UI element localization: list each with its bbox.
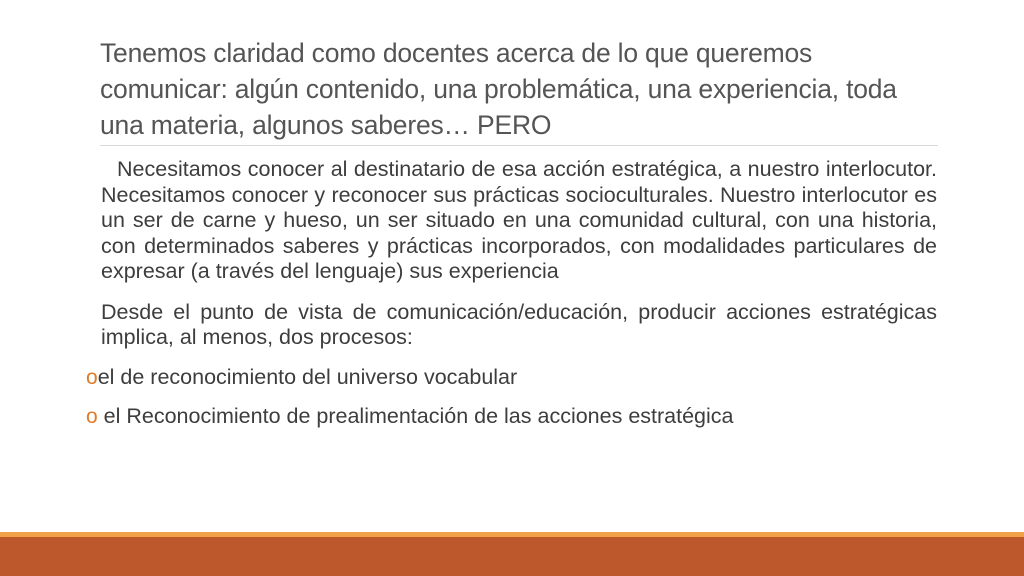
paragraph-interlocutor: Necesitamos conocer al destinatario de esa acción estratégica, a nuestro interlocutor. Necesitamos conocer y reconocer sus prácticas socioculturales. Nuestro interlocutor es un ser de carne y hueso, un ser situado en una comunidad cultural, con una historia, con determinados saberes y prácticas incorporados, con modalidades particulares de expresar (a través del lenguaje) sus experiencia xyxy=(101,157,937,283)
bullet-item-vocabular xyxy=(86,365,937,391)
bullet-item-prealimentacion xyxy=(86,404,937,430)
title-divider xyxy=(100,145,938,146)
bullet-circle-icon: o xyxy=(86,365,98,389)
slide-body xyxy=(86,157,937,430)
paragraph-processes: Desde el punto de vista de comunicación/educación, producir acciones estratégicas implica, al menos, dos procesos: xyxy=(101,299,937,349)
bullet-text: el de reconocimiento del universo vocabular xyxy=(97,364,518,389)
bullet-circle-icon: o xyxy=(86,405,98,428)
footer-bar xyxy=(0,537,1024,576)
bullet-text: el Reconocimiento de prealimentación de las acciones estratégica xyxy=(97,404,734,428)
slide-title: Tenemos claridad como docentes acerca de lo que queremos comunicar: algún contenido, una problemática, una experiencia, toda una materia, algunos saberes… PERO xyxy=(100,38,897,140)
